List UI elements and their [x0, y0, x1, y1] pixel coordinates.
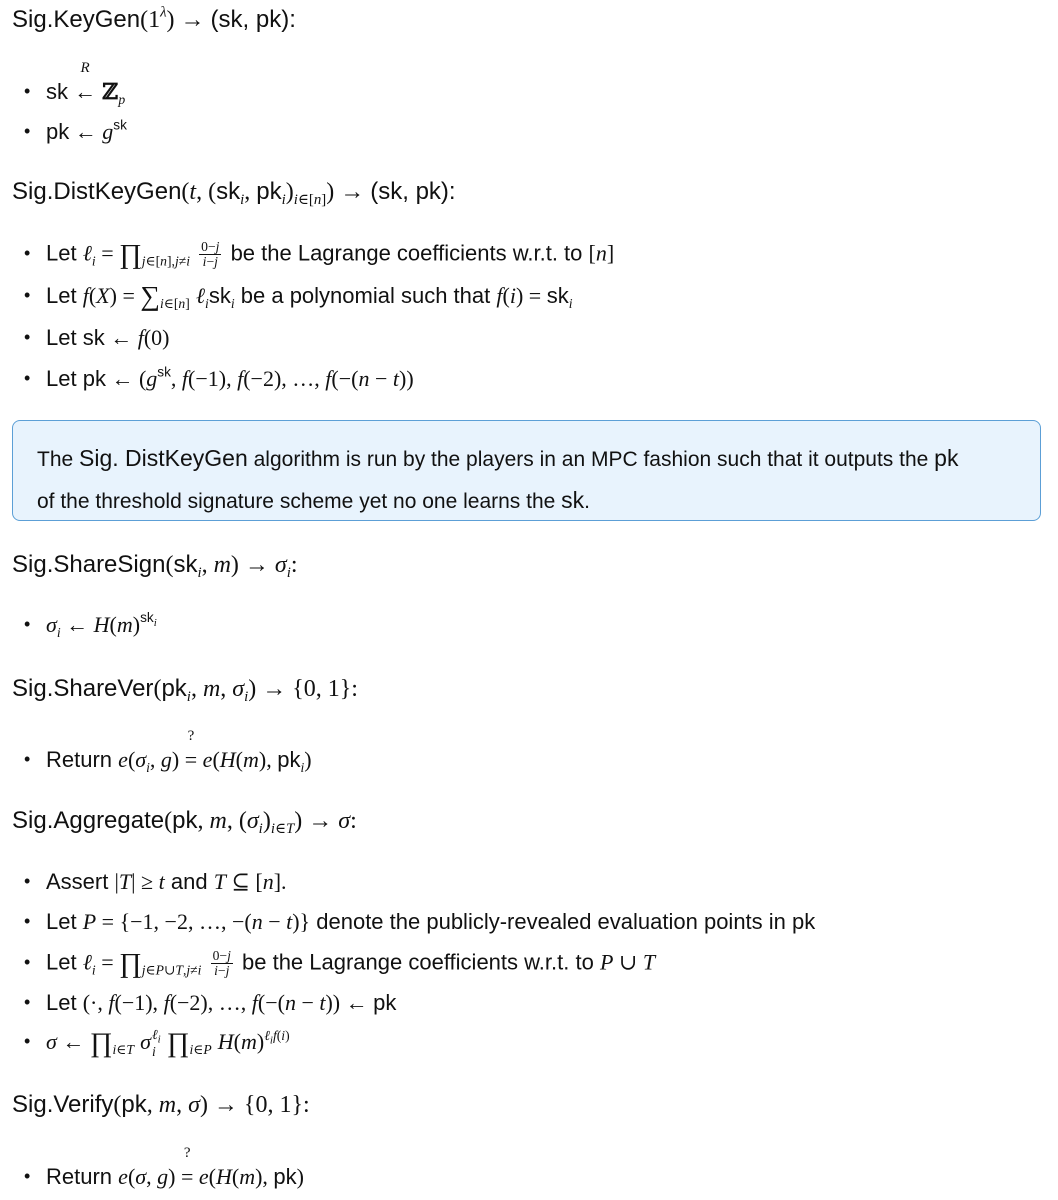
mpc-note-box: The Sig. DistKeyGen algorithm is run by the players in an MPC fashion such that it outputs the pk of the threshold signature scheme yet no one learns the sk. [12, 420, 1041, 521]
aggregate-bullet-assert: • Assert |T| ≥ t and T ⊆ [n]. [24, 869, 287, 894]
aggregate-bullet-parse-pk: • Let (·, f(−1), f(−2), …, f(−(n − t)) ← pk [24, 990, 397, 1015]
sharever-heading: $Sig.ShareVer(pk_i$, m, $\sigma_i) \to \{0$, 1}: [12, 675, 358, 706]
keygen-bullet-pk: • pk ← $g^{sk}$ [24, 117, 127, 144]
distkeygen-bullet-polynomial: • Let $f(X) = \sum_{i\in[n]}$ $\ell_isk_i$ be a polynomial such that $f(i) = sk_i$ [24, 280, 573, 312]
distkeygen-bullet-pk: • Let pk ← ($g^{sk}$, f(−1), f(−2), …, f(−(n − t)) [24, 364, 414, 391]
aggregate-bullet-sigma: • σ ← $\prod_{i\in T}$ σ ℓ$_i$ i $\prod_{i\in P}$ $H(m)^{\ell_if(i)}$ [24, 1026, 290, 1059]
keygen-heading: $Sig.KeyGen(1^\lambda) \to (sk$, pk): [12, 4, 296, 33]
keygen-bullet-sk: • sk ← R ℤ$_p$ [24, 60, 126, 107]
verify-bullet: • Return e(σ, g) = ? e(H(m), pk) [24, 1145, 304, 1189]
aggregate-bullet-points: • Let P = {−1, −2, …, −(n − t)} denote the publicly-revealed evaluation points in pk [24, 909, 816, 934]
distkeygen-heading: Sig.DistKeyGen(t, ($sk_i$, $pk_i)_{i\in[n]}) \to (sk$, pk): [12, 178, 456, 209]
distkeygen-bullet-sk: • Let sk ← f(0) [24, 325, 170, 350]
sharesign-bullet: • $\sigma_i$ ← $H(m)^{sk_i}$ [24, 610, 157, 640]
sharesign-heading: $Sig.ShareSign(sk_i$, $m) \to \sigma_i$: [12, 551, 298, 582]
sharever-bullet: • Return $e(\sigma_i$, g) = ? e(H(m), $pk_i$) [24, 728, 312, 775]
aggregate-heading: Sig.Aggregate(pk, m, $(\sigma_i)_{i\in T}) \to \sigma$: [12, 807, 357, 838]
distkeygen-bullet-lagrange: • Let ℓ$_i$ = $\prod_{j\in[n],j\ne i}$ $\frac{0-j}{i-j}$ be the Lagrange coefficients w.r.t. to [n] [24, 237, 615, 270]
aggregate-bullet-lagrange: • Let ℓ$_i$ = $\prod_{j\in P\cup T,j\ne i}$ $\frac{0-j}{i-j}$ be the Lagrange coefficients w.r.t. to P ∪ T [24, 946, 656, 979]
verify-heading: Sig.Verify(pk, m, σ) → {0, 1}: [12, 1091, 310, 1118]
